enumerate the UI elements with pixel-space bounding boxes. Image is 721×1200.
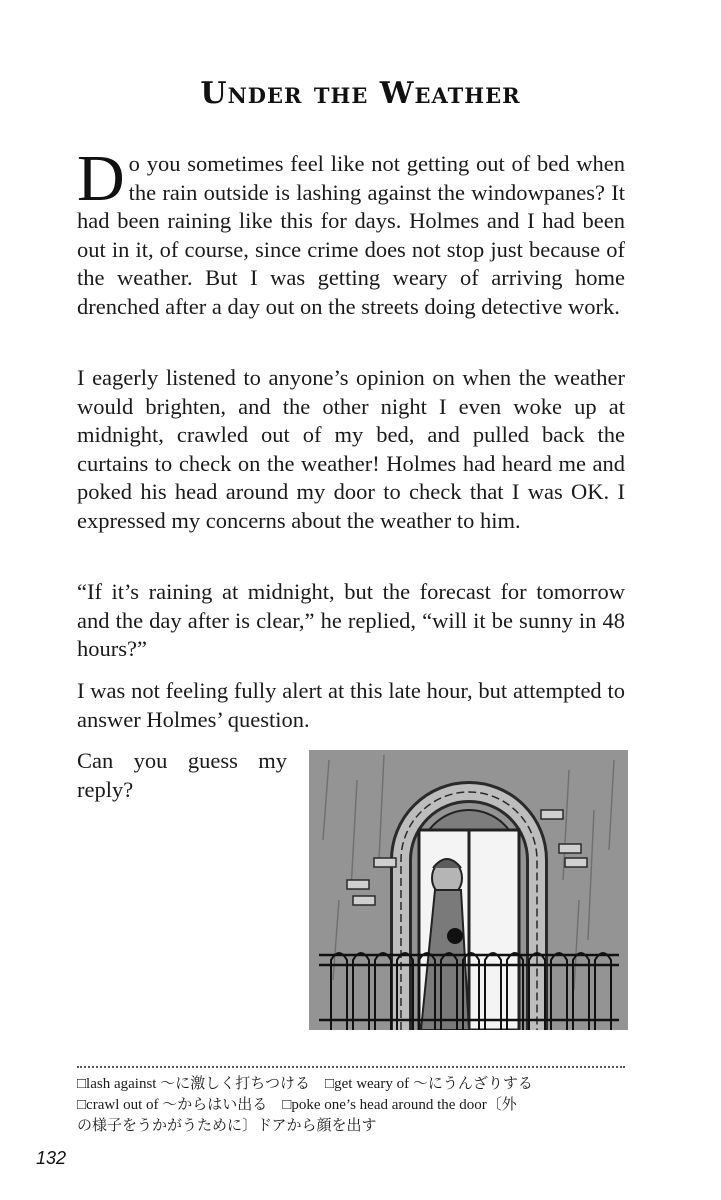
page-number: 132 xyxy=(36,1148,67,1168)
vocab-line: の様子をうかがうために〕ドアから顔を出す xyxy=(77,1118,377,1134)
rain-window-illustration xyxy=(309,750,628,1030)
paragraph-5: Can you guess my reply? xyxy=(77,748,287,802)
paragraph-2: I eagerly listened to anyone’s opinion on when the weather would brighten, and the other night I even woke up at midnight, crawled out of my bed, and pulled back the curtains to check on the weather! Holmes had heard me and poked his head around my door to check that I was OK. I expressed my concerns about the weather to him. xyxy=(77,365,625,533)
paragraph-1-text: o you sometimes feel like not getting out of bed when the rain outside is lashing against the windowpanes? It had been raining like this for days. Holmes and I had been out in it, of course, since crime does not stop just because of the weather. But I was getting weary of arriving home drenched after a day out on the streets doing detective work. xyxy=(77,151,625,319)
paragraph-1 xyxy=(77,142,625,321)
paragraph-3: “If it’s raining at midnight, but the forecast for tomorrow and the day after is clear,” he replied, “will it be sunny in 48 hours?” xyxy=(77,579,625,661)
divider-dotted xyxy=(77,1066,625,1068)
page-title: Under the Weather xyxy=(200,76,521,111)
illustration-rainy-window xyxy=(309,750,628,1030)
vocabulary-notes xyxy=(77,1074,637,1137)
drop-cap: D xyxy=(77,142,125,215)
paragraph-4: I was not feeling fully alert at this late hour, but attempted to answer Holmes’ question. xyxy=(77,678,625,732)
vocab-line: □crawl out of 〜からはい出る □poke one’s head around the door〔外 xyxy=(77,1097,517,1113)
vocab-line: □lash against 〜に激しく打ちつける □get weary of 〜にうんざりする xyxy=(77,1076,533,1092)
